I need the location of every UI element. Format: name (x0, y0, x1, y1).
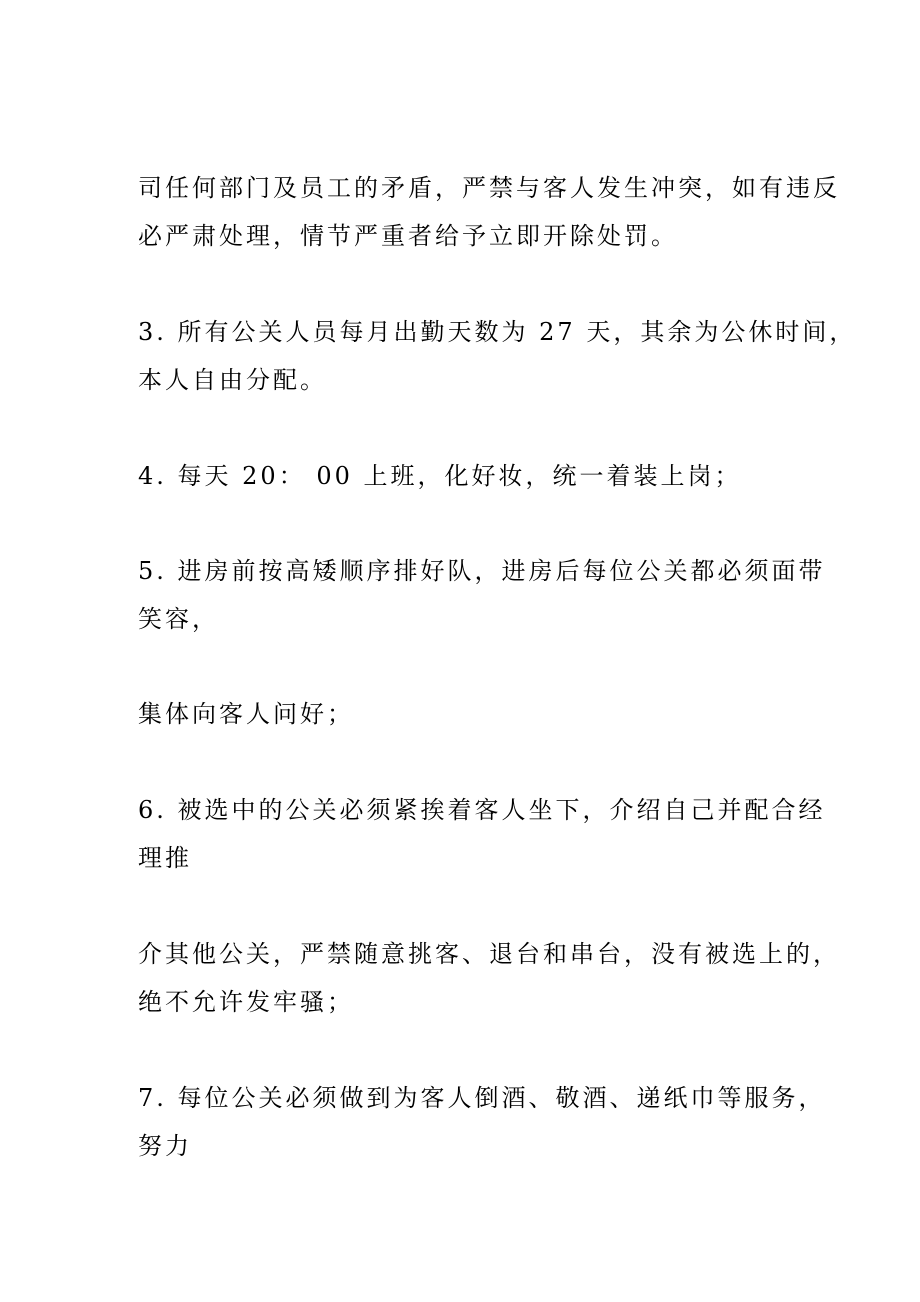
text-line: 理推 (138, 844, 192, 872)
paragraph-rule-6 (138, 786, 826, 882)
paragraph-conflict-rule (138, 164, 840, 260)
text-line: 3. 所有公关人员每月出勤天数为 27 天，其余为公休时间， (138, 318, 857, 346)
paragraph-rule-7 (138, 1074, 826, 1170)
paragraph-rule-5 (138, 547, 826, 643)
text-line: 5. 进房前按高矮顺序排好队，进房后每位公关都必须面带 (138, 557, 826, 585)
text-line: 努力 (138, 1132, 192, 1160)
paragraph-rule-5-continued (138, 690, 788, 738)
paragraph-rule-4 (138, 452, 788, 500)
text-line: 7. 每位公关必须做到为客人倒酒、敬酒、递纸巾等服务， (138, 1084, 826, 1112)
text-line: 6. 被选中的公关必须紧挨着客人坐下，介绍自己并配合经 (138, 796, 826, 824)
text-line: 4. 每天 20： 00 上班，化好妆，统一着装上岗； (138, 462, 742, 490)
text-line: 绝不允许发牢骚； (138, 988, 354, 1016)
text-line: 本人自由分配。 (138, 366, 327, 394)
paragraph-rule-6-continued (138, 930, 840, 1026)
text-line: 集体向客人问好； (138, 700, 354, 728)
text-line: 司任何部门及员工的矛盾，严禁与客人发生冲突，如有违反 (138, 174, 840, 202)
text-line: 笑容， (138, 605, 219, 633)
text-line: 必严肃处理，情节严重者给予立即开除处罚。 (138, 222, 678, 250)
text-line: 介其他公关，严禁随意挑客、退台和串台，没有被选上的， (138, 940, 840, 968)
paragraph-rule-3 (138, 308, 857, 404)
